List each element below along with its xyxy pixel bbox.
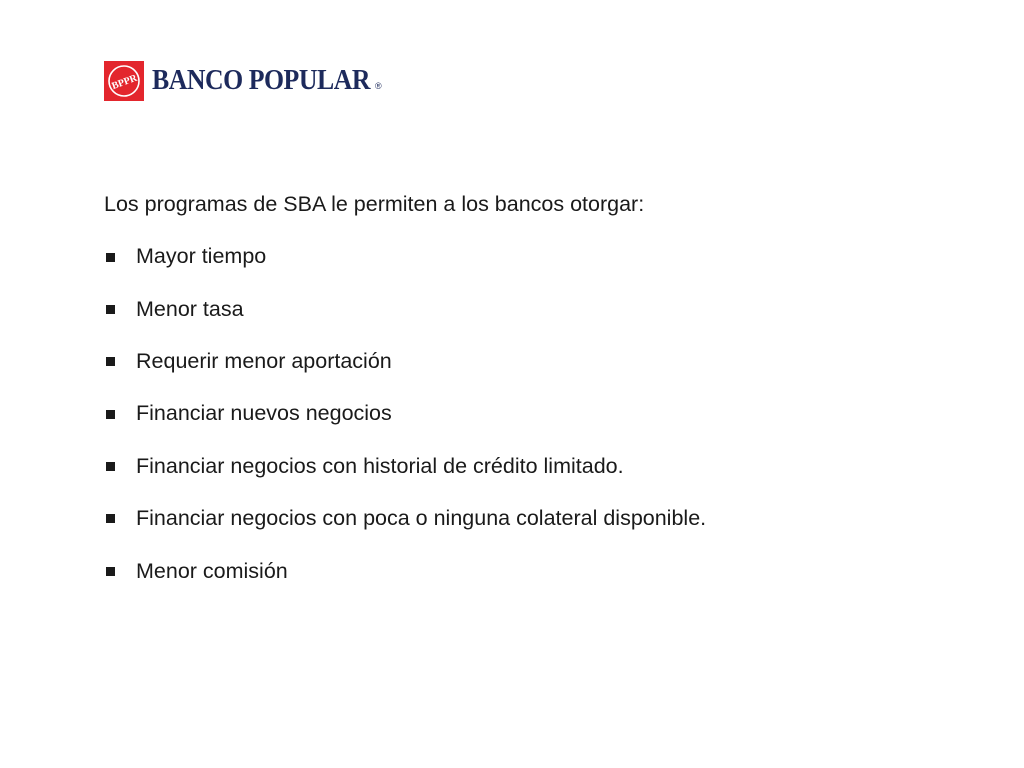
square-bullet-icon <box>106 567 115 576</box>
list-item <box>104 556 924 586</box>
slide-content <box>104 190 924 609</box>
logo-wordmark: BANCO POPULAR <box>152 65 370 96</box>
bppr-logo-mark-icon <box>104 61 144 101</box>
svg-text:BPPR: BPPR <box>110 72 139 93</box>
square-bullet-icon <box>106 514 115 523</box>
list-item <box>104 504 924 534</box>
list-item <box>104 452 924 482</box>
registered-mark: ® <box>374 81 382 91</box>
list-item <box>104 294 924 324</box>
list-item <box>104 347 924 377</box>
list-item-text: Requerir menor aportación <box>136 349 392 374</box>
banco-popular-logo <box>104 60 382 102</box>
square-bullet-icon <box>106 410 115 419</box>
list-item-text: Financiar nuevos negocios <box>136 401 392 426</box>
list-item <box>104 242 924 272</box>
list-item-text: Menor comisión <box>136 558 288 583</box>
square-bullet-icon <box>106 305 115 314</box>
slide-intro-text: Los programas de SBA le permiten a los bancos otorgar: <box>104 192 645 217</box>
list-item-text: Financiar negocios con poca o ninguna colateral disponible. <box>136 506 707 531</box>
list-item-text: Financiar negocios con historial de crédito limitado. <box>136 453 624 478</box>
list-item-text: Menor tasa <box>136 296 244 321</box>
list-item-text: Mayor tiempo <box>136 244 267 269</box>
square-bullet-icon <box>106 357 115 366</box>
square-bullet-icon <box>106 462 115 471</box>
benefits-list <box>104 242 924 586</box>
square-bullet-icon <box>106 253 115 262</box>
list-item <box>104 399 924 429</box>
